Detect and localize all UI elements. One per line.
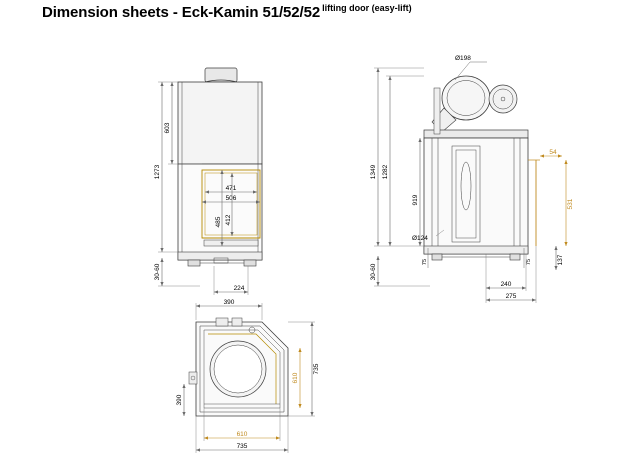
dim-side-137: 137 bbox=[557, 254, 564, 266]
dim-front-30-60: 30-60 bbox=[154, 263, 161, 281]
dim-side-531: 531 bbox=[567, 198, 574, 210]
dim-side-275: 275 bbox=[505, 293, 517, 300]
dim-side-919: 919 bbox=[412, 194, 419, 206]
dim-front-603: 603 bbox=[164, 122, 171, 134]
dim-side-54: 54 bbox=[549, 149, 557, 156]
dim-side-75-right: 75 bbox=[526, 258, 532, 266]
dim-front-412: 412 bbox=[225, 214, 232, 226]
dim-side-1282: 1282 bbox=[382, 164, 389, 180]
dim-side-240: 240 bbox=[500, 281, 512, 288]
dim-side-30-60: 30-60 bbox=[370, 263, 377, 281]
dim-side-75-left: 75 bbox=[422, 258, 428, 266]
dim-plan-390-left: 390 bbox=[176, 394, 183, 406]
dim-side-d124: Ø124 bbox=[412, 235, 428, 242]
dim-plan-610-right: 610 bbox=[292, 372, 299, 384]
dim-side-1349: 1349 bbox=[370, 164, 377, 180]
dim-plan-735-right: 735 bbox=[313, 363, 320, 375]
side-view bbox=[370, 55, 574, 303]
dim-side-d198: Ø198 bbox=[455, 55, 471, 62]
dim-front-471: 471 bbox=[225, 185, 237, 192]
dim-front-506: 506 bbox=[225, 195, 237, 202]
page-title-sub: lifting door (easy-lift) bbox=[322, 3, 412, 13]
page-title-main: Dimension sheets - Eck-Kamin 51/52/52 bbox=[42, 4, 321, 21]
dim-plan-735-bottom: 735 bbox=[236, 443, 248, 450]
dim-plan-390-top: 390 bbox=[223, 299, 235, 306]
dim-front-1273: 1273 bbox=[154, 164, 161, 180]
dim-front-485: 485 bbox=[215, 216, 222, 228]
plan-view bbox=[176, 299, 320, 453]
dim-plan-610-bottom: 610 bbox=[236, 431, 248, 438]
dim-front-224: 224 bbox=[233, 285, 245, 292]
front-view bbox=[154, 68, 262, 295]
